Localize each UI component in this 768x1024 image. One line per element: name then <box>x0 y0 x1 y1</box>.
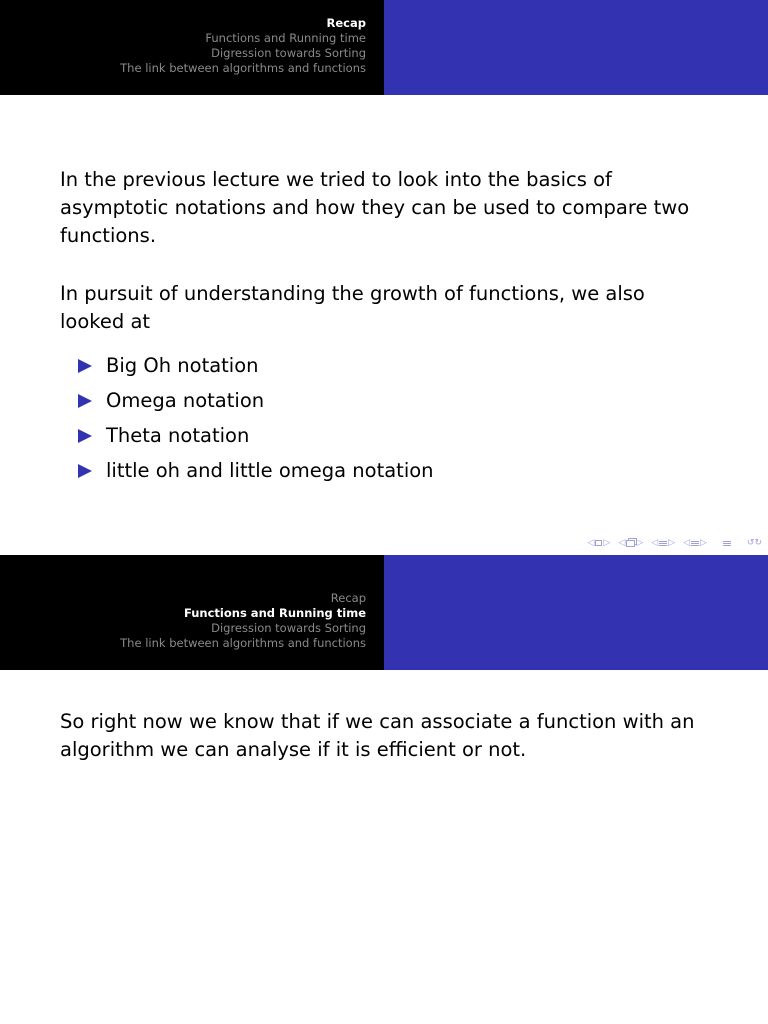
nav-item-digression-sorting[interactable]: Digression towards Sorting <box>211 621 366 635</box>
nav-item-functions-running-time[interactable]: Functions and Running time <box>205 31 366 45</box>
paragraph-previous-lecture: In the previous lecture we tried to look into the basics of asymptotic notations and how they can be used to compare two functions. <box>60 168 690 247</box>
list-item <box>60 348 710 383</box>
slide-1-body <box>60 166 710 488</box>
slide-1-header-left <box>0 0 384 95</box>
search-nav-group[interactable] <box>747 538 762 548</box>
nav-right-arrow-icon[interactable]: ▷ <box>636 538 644 548</box>
list-item-text: Theta notation <box>106 424 250 447</box>
triangle-bullet-icon <box>78 429 92 443</box>
nav-item-functions-running-time[interactable]: Functions and Running time <box>183 606 366 620</box>
section-nav-group[interactable] <box>683 538 707 548</box>
nav-item-link-algorithms-functions[interactable]: The link between algorithms and functions <box>120 636 366 650</box>
slide-2-header-right <box>384 555 768 670</box>
slide-2-header <box>0 555 768 670</box>
notation-list <box>60 348 710 488</box>
nav-right-arrow-icon[interactable]: ▷ <box>699 538 707 548</box>
subsection-lines-icon[interactable] <box>659 541 667 546</box>
nav-right-arrow-icon[interactable]: ▷ <box>668 538 676 548</box>
list-item <box>60 383 710 418</box>
triangle-bullet-icon <box>78 394 92 408</box>
nav-item-recap[interactable]: Recap <box>330 591 366 605</box>
list-item-text: Omega notation <box>106 389 265 412</box>
slide-nav-group[interactable] <box>588 538 611 548</box>
subsection-nav-group[interactable] <box>651 538 675 548</box>
list-item-text: Big Oh notation <box>106 354 259 377</box>
slide-2-header-left <box>0 555 384 670</box>
document-lines-icon[interactable] <box>723 541 731 546</box>
nav-item-recap[interactable]: Recap <box>326 16 366 30</box>
paragraph-growth-of-functions: In pursuit of understanding the growth of functions, we also looked at <box>60 282 645 333</box>
slide-1-header <box>0 0 768 95</box>
triangle-bullet-icon <box>78 464 92 478</box>
undo-redo-icon[interactable]: ↺↻ <box>746 538 762 548</box>
slide-square-icon[interactable] <box>595 540 602 546</box>
nav-item-link-algorithms-functions[interactable]: The link between algorithms and functions <box>120 61 366 75</box>
nav-left-arrow-icon[interactable]: ◁ <box>587 538 595 548</box>
frame-nav-group[interactable] <box>618 538 643 548</box>
nav-right-arrow-icon[interactable]: ▷ <box>603 538 611 548</box>
triangle-bullet-icon <box>78 359 92 373</box>
slide-1-header-right <box>384 0 768 95</box>
slide-1-section-nav <box>120 16 366 76</box>
nav-left-arrow-icon[interactable]: ◁ <box>651 538 659 548</box>
paragraph-associate-function: So right now we know that if we can associate a function with an algorithm we can analyse if it is efficient or not. <box>60 710 695 761</box>
list-item <box>60 453 710 488</box>
list-item <box>60 418 710 453</box>
document-nav-group[interactable] <box>723 541 731 546</box>
section-lines-icon[interactable] <box>691 541 699 546</box>
list-item-text: little oh and little omega notation <box>106 459 434 482</box>
slide-2-body <box>60 708 710 794</box>
slide-2-section-nav <box>120 591 366 651</box>
beamer-navigation-bar <box>582 538 762 548</box>
nav-left-arrow-icon[interactable]: ◁ <box>683 538 690 548</box>
frame-squares-icon[interactable] <box>626 540 635 547</box>
nav-item-digression-sorting[interactable]: Digression towards Sorting <box>211 46 366 60</box>
nav-left-arrow-icon[interactable]: ◁ <box>618 538 626 548</box>
slide-2 <box>0 555 768 1024</box>
